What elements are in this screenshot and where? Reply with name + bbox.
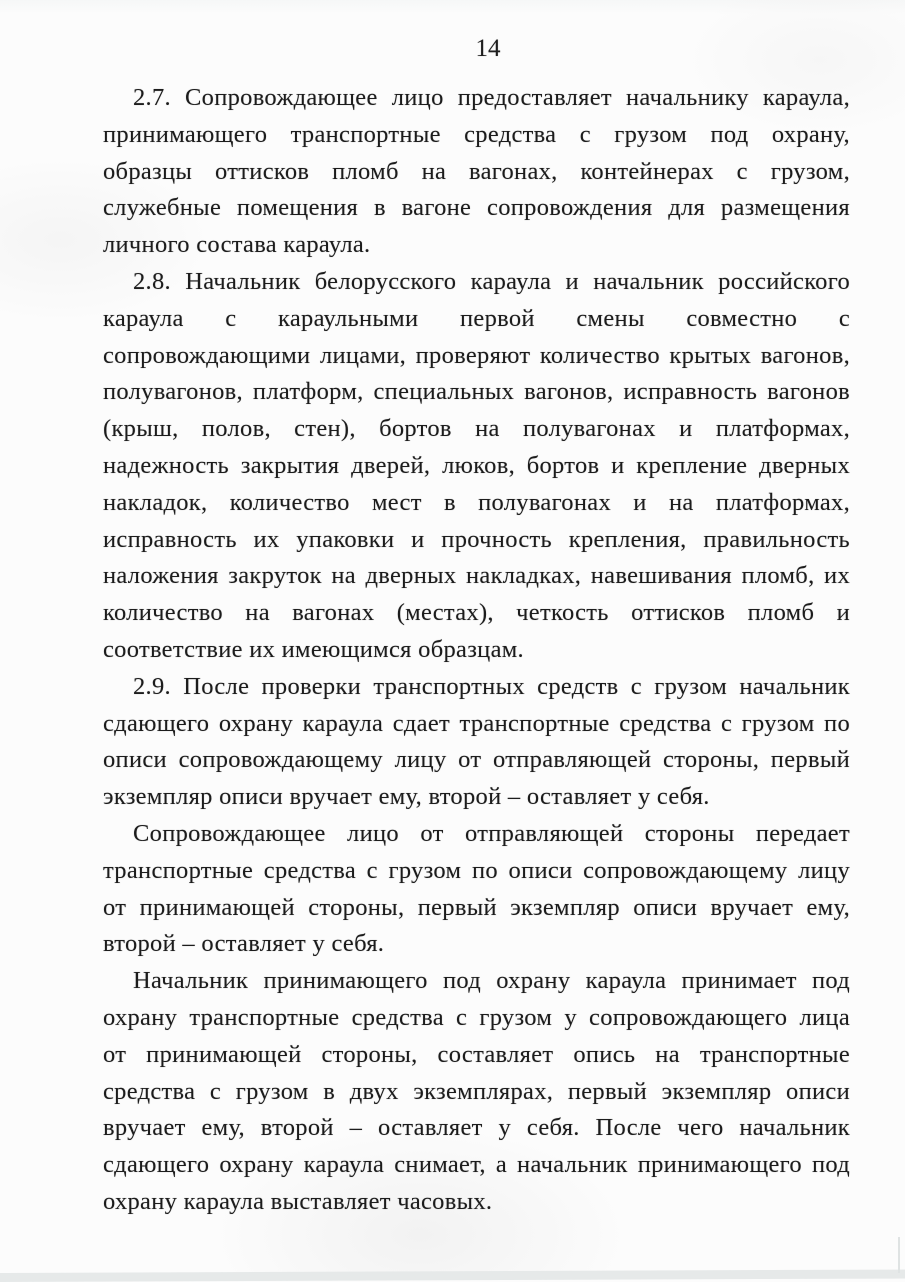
text-line: принимающего транспортные средства с грузом под охрану, [103,120,850,148]
paragraph [103,264,850,669]
text-line: сдающего охрану караула сдает транспортные средства с грузом по [103,709,850,737]
text-line: личного состава караула. [103,231,371,259]
page-number: 14 [475,35,501,62]
text-line: от принимающей стороны, первый экземпляр описи вручает ему, [103,893,850,921]
text-line: исправность их упаковки и прочность крепления, правильность [103,525,850,553]
text-line: надежность закрытия дверей, люков, бортов и крепление дверных [103,451,850,479]
document-body [103,80,850,1221]
text-line: средства с грузом в двух экземплярах, первый экземпляр описи [103,1077,850,1105]
paragraph [103,816,850,963]
scan-corner-line [898,1237,900,1273]
text-line: 2.8. Начальник белорусского караула и начальник российского [133,267,850,295]
text-line: второй – оставляет у себя. [103,930,385,958]
text-line: служебные помещения в вагоне сопровождения для размещения [103,194,850,222]
text-line: количество на вагонах (местах), четкость оттисков пломб и [103,599,850,627]
text-line: соответствие их имеющимся образцам. [103,635,524,663]
text-line: Начальник принимающего под охрану караула принимает под [133,967,850,995]
text-line: образцы оттисков пломб на вагонах, контейнерах с грузом, [103,157,850,185]
text-line: описи сопровождающему лицу от отправляющей стороны, первый [103,746,850,774]
paragraph [103,963,850,1221]
text-line: вручает ему, второй – оставляет у себя. После чего начальник [103,1114,850,1142]
text-line: сдающего охрану караула снимает, а начальник принимающего под [103,1151,850,1179]
text-line: накладок, количество мест в полувагонах и на платформах, [103,488,850,516]
text-line: полувагонов, платформ, специальных вагонов, исправность вагонов [103,378,850,406]
text-line: Сопровождающее лицо от отправляющей стороны передает [133,819,850,847]
text-line: наложения закруток на дверных накладках, навешивания пломб, их [103,562,850,590]
paragraph [103,80,850,264]
text-line: 2.7. Сопровождающее лицо предоставляет начальнику караула, [133,84,850,111]
text-line: караула с караульными первой смены совместно с [103,304,850,332]
text-line: охрану транспортные средства с грузом у сопровождающего лица [103,1003,850,1031]
text-line: транспортные средства с грузом по описи сопровождающему лицу [103,856,850,884]
scan-bottom-edge [0,1269,905,1282]
text-line: (крыш, полов, стен), бортов на полувагонах и платформах, [103,415,850,443]
text-line: сопровождающими лицами, проверяют количество крытых вагонов, [103,341,850,369]
paragraph [103,669,850,816]
text-line: экземпляр описи вручает ему, второй – оставляет у себя. [103,783,710,811]
text-line: 2.9. После проверки транспортных средств с грузом начальник [133,672,850,700]
text-line: охрану караула выставляет часовых. [103,1187,493,1215]
text-line: от принимающей стороны, составляет опись на транспортные [103,1040,850,1068]
